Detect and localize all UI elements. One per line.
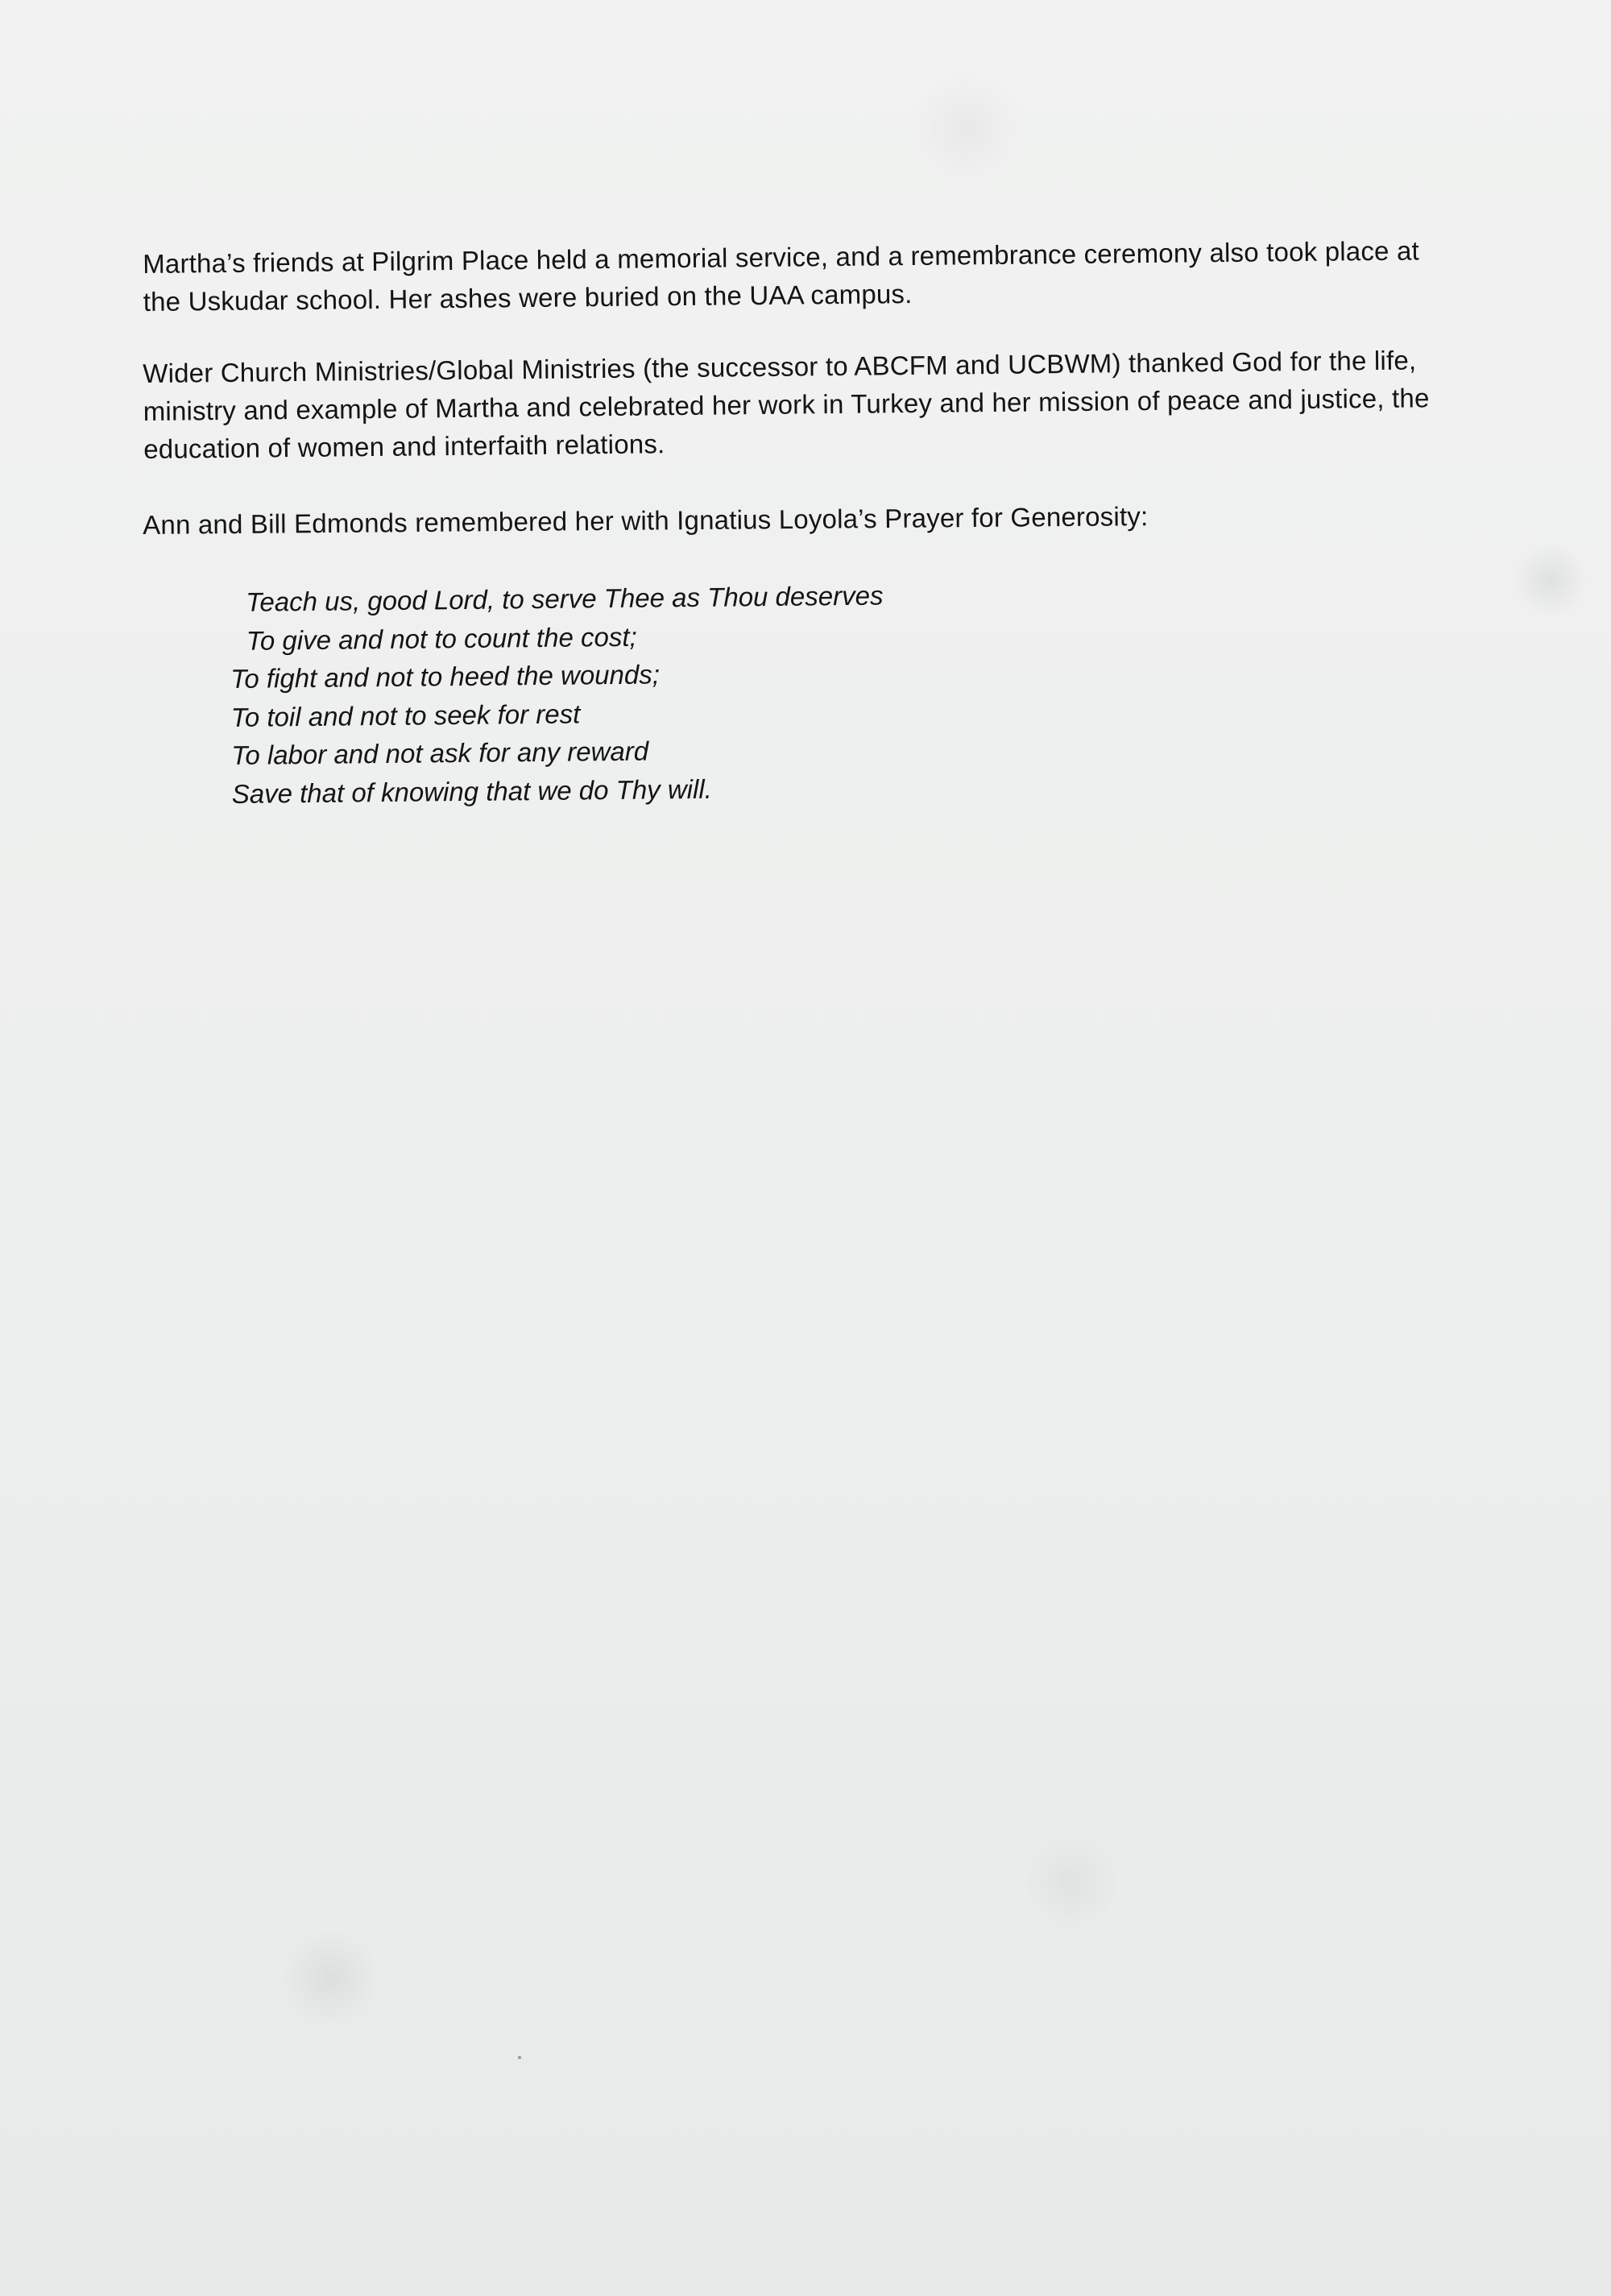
- paper-speck: [518, 2056, 521, 2059]
- paragraph-text: Ann and Bill Edmonds remembered her with Ignatius Loyola’s Prayer for Generosity:: [143, 501, 1149, 540]
- prayer-for-generosity: [230, 575, 1037, 813]
- prayer-line: To labor and not ask for any reward: [231, 736, 649, 770]
- prayer-line: To toil and not to seek for rest: [230, 698, 581, 732]
- prayer-line: To fight and not to heed the wounds;: [230, 659, 661, 694]
- paragraph-text: Wider Church Ministries/Global Ministries (the successor to ABCFM and UCBWM) thanked God for the life, ministry and example of Martha and celebrated her work in Turkey and her mission of peace and justice, the education of women and interfaith relations.: [143, 345, 1430, 464]
- paragraph-edmonds: [143, 495, 1464, 544]
- paragraph-global-ministries: [143, 341, 1464, 468]
- paragraph-text: Martha’s friends at Pilgrim Place held a memorial service, and a remembrance ceremony also took place at the Uskudar school. Her ashes were buried on the UAA campus.: [143, 235, 1420, 317]
- prayer-line: To give and not to count the cost;: [246, 621, 637, 656]
- paragraph-memorial: [143, 231, 1464, 321]
- prayer-line: Save that of knowing that we do Thy will.: [231, 773, 713, 809]
- prayer-line: Teach us, good Lord, to serve Thee as Thou deserves: [246, 580, 884, 617]
